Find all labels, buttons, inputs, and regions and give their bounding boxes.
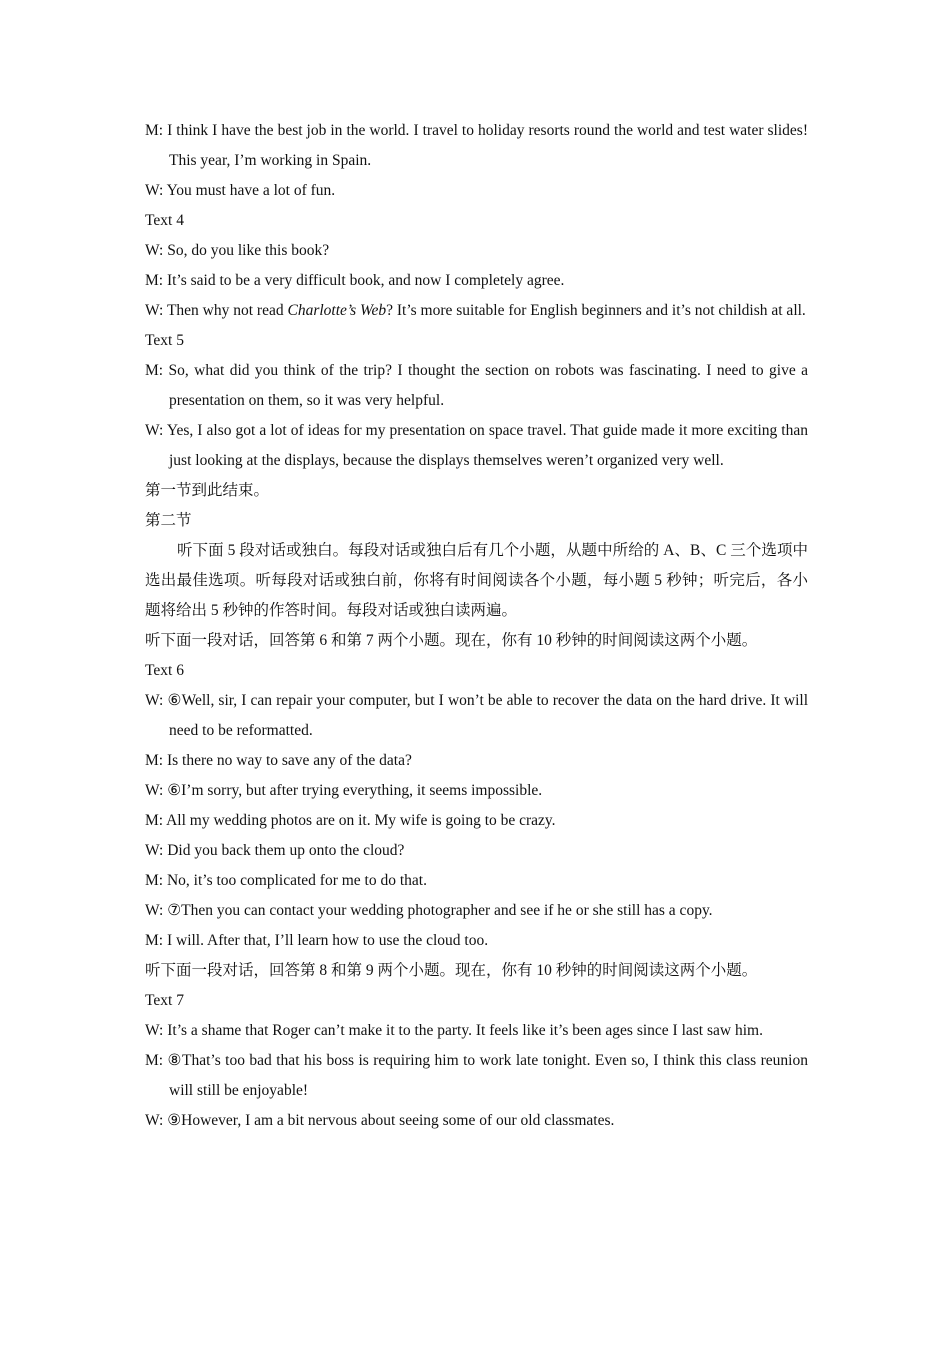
dialogue-line: W: ⑦Then you can contact your wedding photographer and see if he or she still has a copy. [145, 902, 713, 919]
dialogue-line: W: ⑨However, I am a bit nervous about seeing some of our old classmates. [145, 1112, 615, 1129]
dialogue-line: W: Yes, I also got a lot of ideas for my presentation on space travel. That guide made it more exciting than just looking at the displays, because the displays themselves weren’t organized very well. [145, 422, 808, 469]
section-heading-text-5: Text 5 [145, 332, 184, 349]
section-heading-text-4: Text 4 [145, 212, 184, 229]
dialogue-line: W: ⑥I’m sorry, but after trying everything, it seems impossible. [145, 782, 543, 799]
section-heading-text-7: Text 7 [145, 992, 184, 1009]
dialogue-line: W: It’s a shame that Roger can’t make it to the party. It feels like it’s been ages since I last saw him. [145, 1022, 763, 1039]
dialogue-line: W: So, do you like this book? [145, 242, 330, 259]
dialogue-line: M: I think I have the best job in the world. I travel to holiday resorts round the world and test water slides! This year, I’m working in Spain. [145, 122, 808, 169]
dialogue-line: M: Is there no way to save any of the data? [145, 752, 412, 769]
dialogue-line: M: No, it’s too complicated for me to do that. [145, 872, 427, 889]
question-instruction: 听下面一段对话，回答第 8 和第 9 两个小题。现在，你有 10 秒钟的时间阅读这两个小题。 [145, 962, 758, 979]
dialogue-line: M: All my wedding photos are on it. My wife is going to be crazy. [145, 812, 556, 829]
dialogue-line: W: You must have a lot of fun. [145, 182, 336, 199]
transcript-body [145, 116, 808, 1136]
section-heading: 第二节 [145, 512, 192, 529]
book-title: Charlotte’s Web [287, 302, 387, 319]
dialogue-line: W: ⑥Well, sir, I can repair your computer, but I won’t be able to recover the data on the hard drive. It will need to be reformatted. [145, 692, 808, 739]
section-end-note: 第一节到此结束。 [145, 482, 270, 499]
dialogue-line [145, 296, 808, 326]
instructions: 听下面 5 段对话或独白。每段对话或独白后有几个小题，从题中所给的 A、B、C 三个选项中选出最佳选项。听每段对话或独白前，你将有时间阅读各个小题，每小题 5 秒钟；听完后，各小题将给出 5 秒钟的作答时间。每段对话或独白读两遍。 [145, 542, 808, 619]
dialogue-text: W: Then why not read [145, 302, 288, 319]
dialogue-line: M: It’s said to be a very difficult book, and now I completely agree. [145, 272, 565, 289]
question-instruction: 听下面一段对话，回答第 6 和第 7 两个小题。现在，你有 10 秒钟的时间阅读这两个小题。 [145, 632, 758, 649]
dialogue-line: M: I will. After that, I’ll learn how to use the cloud too. [145, 932, 489, 949]
dialogue-line: M: So, what did you think of the trip? I thought the section on robots was fascinating. I need to give a presentation on them, so it was very helpful. [145, 362, 808, 409]
dialogue-text: ? It’s more suitable for English beginners and it’s not childish at all. [386, 302, 806, 319]
section-heading-text-6: Text 6 [145, 662, 184, 679]
dialogue-line: M: ⑧That’s too bad that his boss is requiring him to work late tonight. Even so, I think this class reunion will still be enjoyable! [145, 1052, 808, 1099]
dialogue-line: W: Did you back them up onto the cloud? [145, 842, 405, 859]
